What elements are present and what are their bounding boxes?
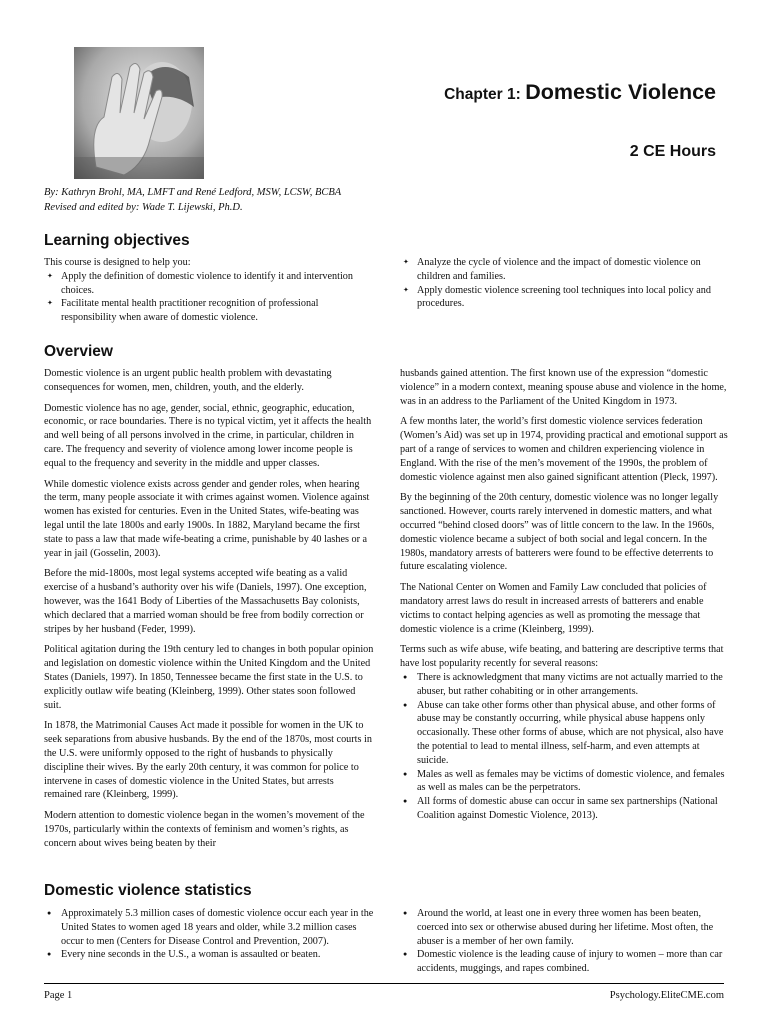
overview-heading: Overview	[44, 343, 113, 360]
footer-site: Psychology.EliteCME.com	[609, 990, 724, 1001]
bullet-item: ● All forms of domestic abuse can occur in same sex partnerships (National Coalition against Domestic Violence, 2013).	[400, 795, 728, 823]
statistics-right	[400, 907, 728, 976]
paragraph: Political agitation during the 19th century led to changes in both popular opinion and legislation on domestic violence within the United Kingdom and the United States (Daniels, 1997). In 1850, Tennessee became the first state in the U.S. to explicitly outlaw wife beating (Kleinberg, 1999). Other states soon followed suit.	[44, 644, 374, 711]
objective-item: ✦ Apply domestic violence screening tool techniques into local policy and procedures.	[400, 284, 728, 312]
paragraph: Domestic violence is an urgent public health problem with devastating consequences for women, men, children, youth, and the elderly.	[44, 368, 332, 393]
paragraph: While domestic violence exists across gender and gender roles, when hearing the term, many people associate it with crimes against women. Violence against women has existed for centuries. Even in the United States, wife-beating was legal until the late 1800s and early 1900s. In 1882, Maryland became the first state to pass a law that made wife-beating a crime, punishable by 40 lashes or a year in jail (Gosselin, 2003).	[44, 478, 370, 559]
statistic-item: ● Every nine seconds in the U.S., a woman is assaulted or beaten.	[44, 948, 374, 962]
objectives-intro: This course is designed to help you:	[44, 257, 191, 268]
statistics-heading: Domestic violence statistics	[44, 882, 252, 899]
paragraph: The National Center on Women and Family Law concluded that policies of mandatory arrest laws do result in increased arrests of batterers and enable victims to contact helping agencies as well as promoting the message that domestic violence is a crime (Kleinberg, 1999).	[400, 582, 707, 635]
paragraph: In 1878, the Matrimonial Causes Act made it possible for women in the UK to seek separations from abusive husbands. By the end of the 1870s, most courts in the U.S. were uniformly opposed to the right of husbands to physically discipline their wives. By the early 20th century, it was common for police to intervene in cases of domestic violence in the United States, but arrests remained rare (Kleinberg, 1999).	[44, 720, 372, 801]
paragraph: husbands gained attention. The first known use of the expression “domestic violence” in a modern context, meaning spouse abuse and violence in the home, was in an address to the Parliament of the United Kingdom in 1973.	[400, 368, 727, 407]
paragraph: Before the mid-1800s, most legal systems accepted wife beating as a valid exercise of a husband’s authority over his wife (Daniels, 1997). One exception, however, was the 1641 Body of Liberties of the Massachusetts Bay colonists, which declared that a married woman should be free from bodily correction or stripes by her husband (Feder, 1999).	[44, 568, 367, 635]
paragraph: A few months later, the world’s first domestic violence services federation (Women’s Aid) was set up in 1974, providing practical and emotional support as part of a range of services to women and children experiencing violence in England. With the rise of the men’s movement of the 1990s, the problem of domestic violence against men also gained significant attention (Pleck, 1997).	[400, 416, 728, 483]
page-number: Page 1	[44, 990, 73, 1001]
statistic-item: ● Domestic violence is the leading cause of injury to women – more than car accidents, muggings, and rapes combined.	[400, 948, 728, 976]
chapter-name: Domestic Violence	[525, 80, 716, 104]
overview-left-column	[44, 367, 374, 858]
bullet-item: ● There is acknowledgment that many victims are not actually married to the abuser, but rather cohabiting or in other arrangements.	[400, 671, 728, 699]
revised-by: Revised and edited by: Wade T. Lijewski, Ph.D.	[44, 202, 243, 213]
bullet-item: ● Males as well as females may be victims of domestic violence, and females as well as males can be the perpetrators.	[400, 768, 728, 796]
authors: By: Kathryn Brohl, MA, LMFT and René Ledford, MSW, LCSW, BCBA	[44, 187, 342, 198]
learning-objectives-left	[44, 256, 374, 325]
statistic-item: ● Approximately 5.3 million cases of domestic violence occur each year in the United States to women aged 18 years and older, while 3.2 million cases occur to men (Centers for Disease Control and Prevention, 2007).	[44, 907, 374, 948]
footer-divider	[44, 983, 724, 984]
bullet-item: ● Abuse can take other forms other than physical abuse, and other forms of abuse may be constantly occurring, while physical abuse happens only occasionally. These other forms of abuse, which are not physical, also have the potential to lead to mental illness, self-harm, and even attempts at suicide.	[400, 699, 728, 768]
objective-item: ✦ Apply the definition of domestic violence to identify it and intervention choices.	[44, 270, 374, 298]
paragraph: By the beginning of the 20th century, domestic violence was no longer legally sanctioned. However, courts rarely intervened in domestic matters, and what occurred “behind closed doors” was of little concern to the law. In the 1960s, domestic violence became a subject of both social and legal concern. In the 1980s, mandatory arrests of batterers were found to be effective deterrents to future escalating violence.	[400, 492, 719, 573]
learning-objectives-heading: Learning objectives	[44, 232, 190, 249]
paragraph: Domestic violence has no age, gender, social, ethnic, geographic, education, economic, or race boundaries. There is no typical victim, yet it affects the health and well being of all persons involved in the crime, in particular, children in care. The frequency and severity of violence among lower income people is equal to the frequency and severity in the middle and upper classes.	[44, 402, 372, 469]
header-photo	[74, 47, 204, 179]
chapter-title	[444, 80, 716, 105]
paragraph: Terms such as wife abuse, wife beating, and battering are descriptive terms that have lost popularity recently for several reasons:	[400, 644, 724, 670]
statistic-item: ● Around the world, at least one in every three women has been beaten, coerced into sex or otherwise abused during her lifetime. Most often, the abuser is a member of her own family.	[400, 907, 728, 948]
byline	[44, 185, 341, 215]
chapter-prefix: Chapter 1:	[444, 86, 521, 103]
overview-right-column	[400, 367, 728, 823]
statistics-left	[44, 907, 374, 962]
paragraph: Modern attention to domestic violence began in the women’s movement of the 1970s, particularly within the contexts of feminism and women’s rights, as concern about wives being beaten by their	[44, 810, 365, 849]
learning-objectives-right	[400, 256, 728, 311]
objective-item: ✦ Analyze the cycle of violence and the impact of domestic violence on children and families.	[400, 256, 728, 284]
ce-hours: 2 CE Hours	[629, 143, 716, 160]
objective-item: ✦ Facilitate mental health practitioner recognition of professional responsibility when aware of domestic violence.	[44, 297, 374, 325]
